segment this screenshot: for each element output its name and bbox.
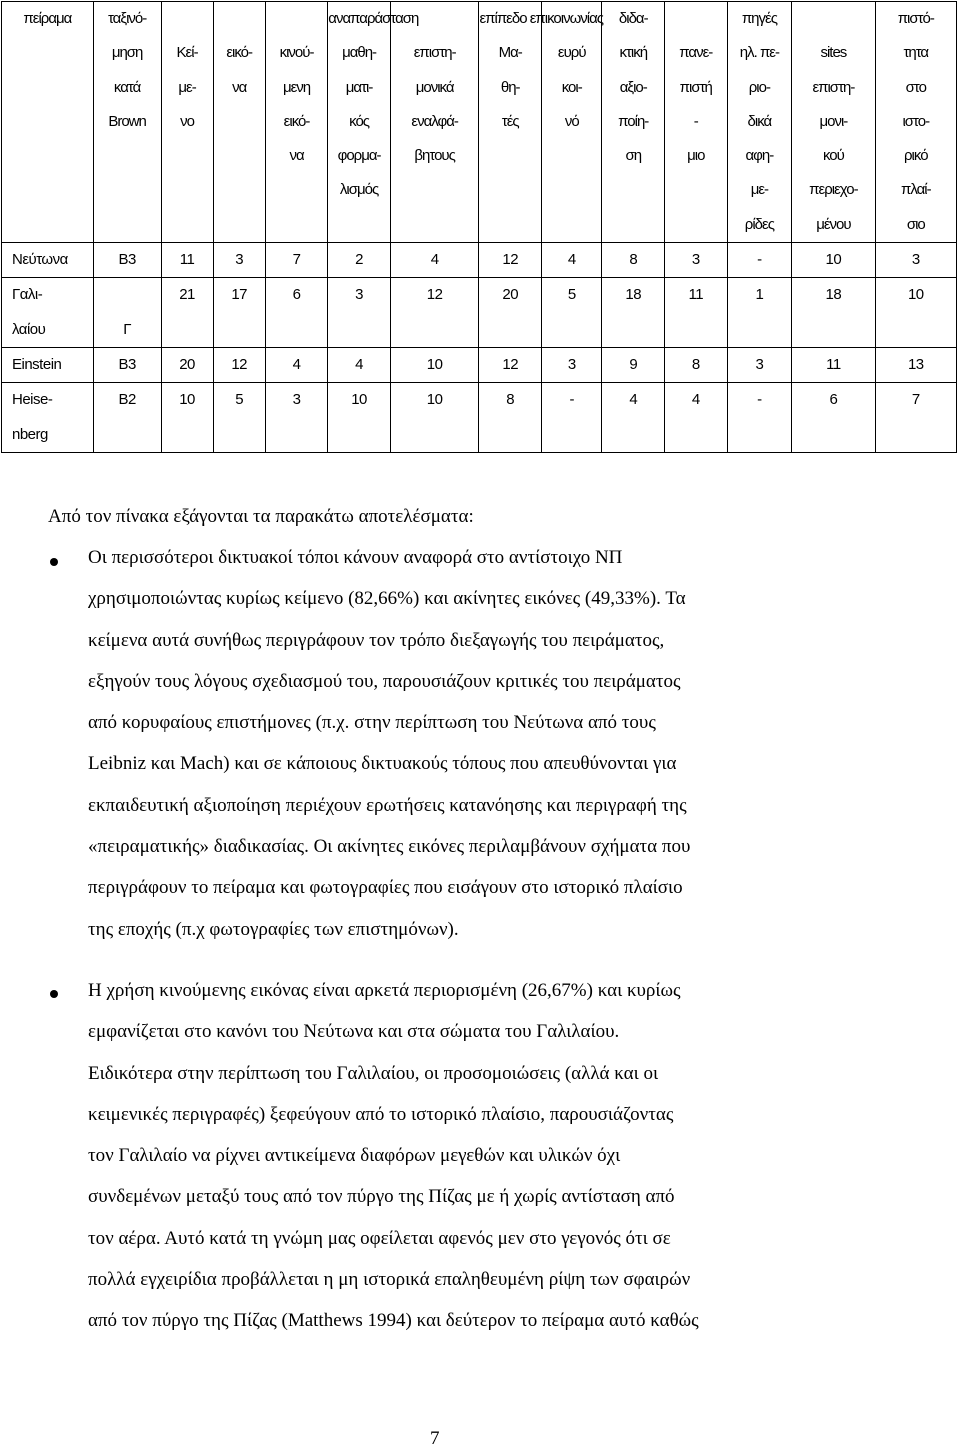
data-cell: 3 [265,383,328,418]
data-cell: 4 [328,347,391,382]
header-cell: λισμός [328,173,391,207]
data-cell [875,313,956,348]
header-cell: βητους [390,139,479,173]
data-cell: 3 [727,347,792,382]
header-cell: πείραμα [2,2,94,37]
data-row [2,243,957,278]
data-cell: 1 [727,278,792,313]
data-row [2,347,957,382]
header-cell [265,208,328,243]
experiment-cell: λαίου [2,313,94,348]
bullet-marker [50,558,58,566]
header-cell: τητα [875,36,956,70]
header-cell [2,139,94,173]
text-line: «πειραματικής» διαδικασίας. Οι ακίνητες εικόνες περιλαμβάνουν σχήματα που [88,836,691,858]
header-cell: σιο [875,208,956,243]
header-cell [213,173,265,207]
data-cell [265,313,328,348]
data-cell: 9 [602,347,665,382]
data-cell: 10 [390,383,479,418]
header-cell: ποίη- [602,105,665,139]
header-cell [479,208,542,243]
header-cell: διδα- [602,2,665,37]
experiment-cell: Heise- [2,383,94,418]
data-cell [727,418,792,453]
text-line: Οι περισσότεροι δικτυακοί τόποι κάνουν αναφορά στο αντίστοιχο ΝΠ [88,547,623,568]
header-cell: κός [328,105,391,139]
text-line: από τον πύργο της Πίζας (Matthews 1994) και δεύτερον το πείραμα αυτό καθώς [88,1310,699,1332]
header-cell: με- [727,173,792,207]
data-cell: 4 [390,243,479,278]
header-cell: - [665,105,728,139]
header-row [2,208,957,243]
data-cell: 3 [875,243,956,278]
data-cell: 7 [265,243,328,278]
header-cell [665,208,728,243]
header-cell: στο [875,71,956,105]
data-cell: 6 [792,383,875,418]
header-cell: ευρύ [542,36,602,70]
header-cell [602,173,665,207]
data-cell: 4 [542,243,602,278]
text-line: περιγράφουν το πείραμα και φωτογραφίες που εισάγουν στο ιστορικό πλαίσιο [88,877,683,899]
data-cell: 13 [875,347,956,382]
text-line: κείμενα αυτά συνήθως περιγράφουν τον τρόπο διεξαγωγής του πειράματος, [88,629,665,651]
data-cell: 10 [328,383,391,418]
header-cell [265,2,328,37]
header-cell: Μα- [479,36,542,70]
data-cell: 2 [328,243,391,278]
header-cell: εικό- [265,105,328,139]
data-cell [542,313,602,348]
experiment-cell: Νεύτωνα [2,243,94,278]
header-cell: νο [161,105,213,139]
text-line: πολλά εγχειρίδια προβάλλεται η μη ιστορικά επαληθευμένη ρίψη των σφαιρών [88,1269,691,1291]
header-cell: πανε- [665,36,728,70]
header-cell: περιεχο- [792,173,875,207]
data-cell: 8 [479,383,542,418]
experiment-cell: nberg [2,418,94,453]
data-cell: 11 [161,243,213,278]
header-cell: μένου [792,208,875,243]
experiment-cell: Einstein [2,347,94,382]
data-cell: 7 [875,383,956,418]
data-cell: B2 [93,383,161,418]
data-cell [328,418,391,453]
data-cell [328,313,391,348]
header-row [2,71,957,105]
text-line: της εποχής (π.χ φωτογραφίες των επιστημόνων). [88,918,459,940]
header-cell: πλαί- [875,173,956,207]
data-cell [390,313,479,348]
header-cell [2,173,94,207]
header-cell [2,105,94,139]
bullet-paragraph-2 [88,970,868,1342]
header-cell [213,139,265,173]
data-cell: 5 [542,278,602,313]
header-cell: αναπαράσταση [328,2,391,37]
data-cell: 10 [390,347,479,382]
header-cell [479,139,542,173]
data-cell: 4 [265,347,328,382]
data-cell: 18 [792,278,875,313]
header-cell: κοι- [542,71,602,105]
text-line: τον αέρα. Αυτό κατά τη γνώμη μας οφείλεται αφενός μεν στο γεγονός ότι σε [88,1227,671,1249]
text-line: από κορυφαίους επιστήμονες (π.χ. στην περίπτωση του Νεύτωνα από τους [88,712,656,734]
data-cell [479,313,542,348]
header-row [2,36,957,70]
data-cell [213,418,265,453]
text-line: κειμενικές περιγραφές) ξεφεύγουν από το ιστορικό πλαίσιο, παρουσιάζοντας [88,1103,674,1125]
header-cell: ματι- [328,71,391,105]
header-cell [213,208,265,243]
header-cell [542,208,602,243]
data-cell: 12 [213,347,265,382]
text-line: εξηγούν τους λόγους σχεδιασμού του, παρουσιάζουν κριτικές του πειράματος [88,670,681,692]
header-cell [161,173,213,207]
data-cell [792,418,875,453]
data-cell: 10 [875,278,956,313]
header-cell: ρικό [875,139,956,173]
header-cell: νό [542,105,602,139]
header-cell: αφη- [727,139,792,173]
header-cell: κατά [93,71,161,105]
data-cell: 10 [792,243,875,278]
text-line: Leibniz και Mach) και σε κάποιους δικτυακούς τόπους που απευθύνονται για [88,753,677,775]
header-cell [265,173,328,207]
data-row [2,313,957,348]
header-cell [792,2,875,37]
header-cell [2,36,94,70]
bullet-marker [50,990,58,998]
header-cell [213,105,265,139]
text-line: εμφανίζεται στο κανόνι του Νεύτωνα και στα σώματα του Γαλιλαίου. [88,1021,620,1043]
data-cell [602,418,665,453]
data-cell [665,418,728,453]
header-cell: δικά [727,105,792,139]
data-cell: B3 [93,347,161,382]
header-row [2,139,957,173]
data-cell: 4 [665,383,728,418]
header-cell [93,139,161,173]
header-cell: πιστό- [875,2,956,37]
data-cell [479,418,542,453]
experiment-cell: Γαλι- [2,278,94,313]
data-cell: 20 [161,347,213,382]
data-cell [390,418,479,453]
data-cell [727,313,792,348]
data-cell: 18 [602,278,665,313]
data-cell: 6 [265,278,328,313]
header-cell [542,173,602,207]
text-line: Ειδικότερα στην περίπτωση του Γαλιλαίου, οι προσομοιώσεις (αλλά και οι [88,1062,659,1084]
header-cell [161,139,213,173]
header-row [2,2,957,37]
header-cell [93,173,161,207]
header-cell: εναλφά- [390,105,479,139]
data-cell: - [727,243,792,278]
text-line: Η χρήση κινούμενης εικόνας είναι αρκετά περιορισμένη (26,67%) και κυρίως [88,980,681,1001]
data-cell: 3 [542,347,602,382]
data-cell [93,418,161,453]
data-cell: 12 [479,347,542,382]
data-cell: 12 [479,243,542,278]
header-cell [665,2,728,37]
data-cell: B3 [93,243,161,278]
data-cell: 20 [479,278,542,313]
header-cell: κινού- [265,36,328,70]
bullet-paragraph-1 [88,537,868,950]
header-cell [93,208,161,243]
data-cell: 17 [213,278,265,313]
header-cell: ρίδες [727,208,792,243]
data-cell: 3 [328,278,391,313]
data-cell: 10 [161,383,213,418]
data-cell [161,313,213,348]
data-cell: 3 [665,243,728,278]
header-cell: μιο [665,139,728,173]
header-cell: επίπεδο επικοινωνίας [479,2,542,37]
header-cell: ηλ. πε- [727,36,792,70]
intro-sentence: Από τον πίνακα εξάγονται τα παρακάτω αποτελέσματα: [48,506,474,527]
header-cell: μονι- [792,105,875,139]
data-cell: - [542,383,602,418]
data-cell: 12 [390,278,479,313]
header-cell: πηγές [727,2,792,37]
header-cell: Κεί- [161,36,213,70]
data-row [2,278,957,313]
header-cell: κού [792,139,875,173]
header-cell [479,173,542,207]
header-cell [390,173,479,207]
header-row [2,173,957,207]
results-table [1,1,957,453]
header-cell: να [265,139,328,173]
text-line: εκπαιδευτική αξιοποίηση περιέχουν ερωτήσεις κατανόησης και περιγραφή της [88,794,687,816]
data-cell [665,313,728,348]
header-cell [390,208,479,243]
header-cell: ταξινό- [93,2,161,37]
data-cell: - [727,383,792,418]
header-cell [161,2,213,37]
header-cell [2,208,94,243]
data-cell [542,418,602,453]
header-cell: αξιο- [602,71,665,105]
data-cell: 11 [792,347,875,382]
header-cell: φορμα- [328,139,391,173]
header-cell: να [213,71,265,105]
text-line: χρησιμοποιώντας κυρίως κείμενο (82,66%) και ακίνητες εικόνες (49,33%). Τα [88,588,686,610]
page-number: 7 [430,1428,440,1449]
data-cell: 21 [161,278,213,313]
header-cell: ιστο- [875,105,956,139]
data-cell [875,418,956,453]
header-cell [213,2,265,37]
header-cell: sites [792,36,875,70]
header-cell [328,208,391,243]
header-cell: μαθη- [328,36,391,70]
data-cell [161,418,213,453]
header-cell: επιστη- [390,36,479,70]
header-cell: επιστη- [792,71,875,105]
data-cell: 5 [213,383,265,418]
data-cell [602,313,665,348]
data-cell: 8 [602,243,665,278]
header-cell: θη- [479,71,542,105]
header-cell: ση [602,139,665,173]
header-cell: κτική [602,36,665,70]
header-cell [665,173,728,207]
data-cell: 4 [602,383,665,418]
header-cell [602,208,665,243]
header-cell [161,208,213,243]
header-row [2,105,957,139]
data-cell [213,313,265,348]
data-cell: 8 [665,347,728,382]
text-line: συνδεμένων μεταξύ τους από τον πύργο της Πίζας με ή χωρίς αντίσταση από [88,1186,675,1208]
data-cell: 3 [213,243,265,278]
text-line: τον Γαλιλαίο να ρίχνει αντικείμενα διαφόρων μεγεθών και υλικών όχι [88,1145,621,1167]
header-cell: με- [161,71,213,105]
header-cell [542,139,602,173]
data-row [2,418,957,453]
header-cell: Brown [93,105,161,139]
header-cell: εικό- [213,36,265,70]
data-cell [93,278,161,313]
header-cell: μονικά [390,71,479,105]
data-cell: Γ [93,313,161,348]
data-cell [265,418,328,453]
header-cell: τές [479,105,542,139]
header-cell [2,71,94,105]
header-cell: ριο- [727,71,792,105]
data-row [2,383,957,418]
header-cell: πιστή [665,71,728,105]
header-cell: μηση [93,36,161,70]
header-cell: μενη [265,71,328,105]
data-cell: 11 [665,278,728,313]
data-cell [792,313,875,348]
